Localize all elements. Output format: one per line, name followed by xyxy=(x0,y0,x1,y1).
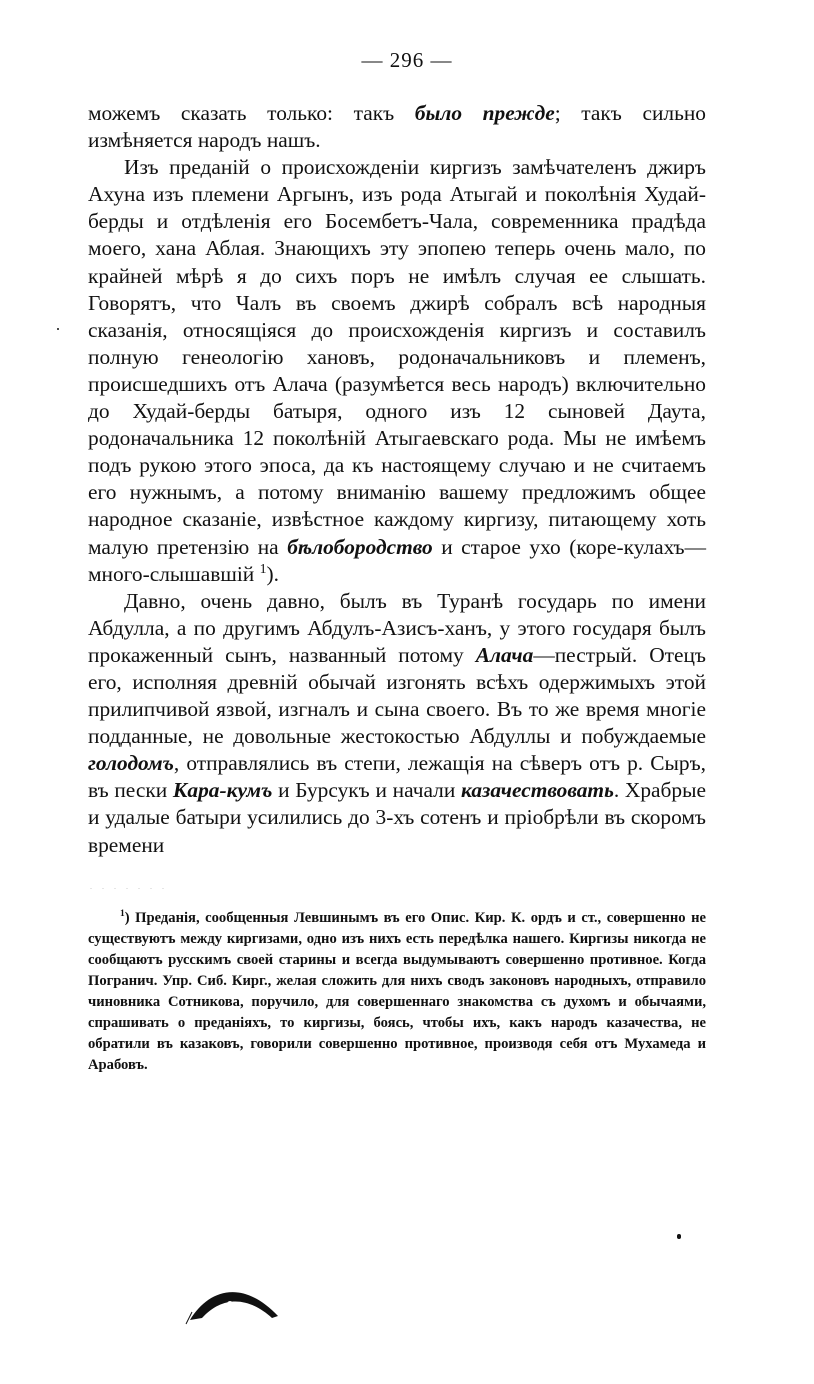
text-run: ). xyxy=(266,561,279,586)
footnote-text: ) Преданія, сообщенныя Левшинымъ въ его Опис. Кир. К. ордъ и ст., совершенно не существуютъ между киргизами, одно изъ нихъ есть передѣлка нашего. Киргизы никогда не сообщаютъ русскимъ своей старины и всегда выдумываютъ совершенно противное. Когда Погранич. Упр. Сиб. Кирг., желая сложить для нихъ сводъ законовъ народныхъ, отправило чиновника Сотникова, поручило, для совершеннаго знакомства съ духомъ и обычаями, спрашивать о преданіяхъ, то киргизы, боясь, чтобы ихъ, какъ народъ казачества, не обратили въ казаковъ, говорили совершенно противное, производя себя отъ Мухамеда и Арабовъ. xyxy=(88,910,706,1073)
ink-speck xyxy=(57,328,59,330)
paragraph xyxy=(88,588,706,859)
footnotes xyxy=(88,908,706,1076)
emphasis-text: Кара-кумъ xyxy=(172,778,273,803)
text-run: и Бурсукъ и начали xyxy=(272,778,462,803)
text-run: —пестрый. Отецъ его, исполняя древній обычай изгонять всѣхъ одержимыхъ этой прилипчивой язвой, изгналъ и сына своего. Въ то же время многіе подданные, не довольные жестокостью Абдуллы и побуждаемые xyxy=(88,642,706,749)
text-run: Изъ преданій о происхожденіи киргизъ замѣчателенъ джиръ Ахуна изъ племени Аргынъ, изъ рода Атыгай и поколѣнія Худай-берды и отдѣленія его Босембетъ-Чала, современника прадѣда моего, хана Аблая. Знающихъ эту эпопею теперь очень мало, по крайней мѣрѣ я до сихъ поръ не имѣлъ случая ее слышать. Говорятъ, что Чалъ въ своемъ джирѣ собралъ всѣ народныя сказанія, относящіяся до происхожденія киргизъ и составилъ полную генеологію хановъ, родоначальниковъ и племенъ, происшедшихъ отъ Алача (разумѣется весь народъ) включительно до Худай-берды батыря, одного изъ 12 сыновей Даута, родоначальника 12 поколѣній Атыгаевскаго рода. Мы не имѣемъ подъ рукою этого эпоса, да къ настоящему случаю и не считаемъ его нужнымъ, а потому вниманію вашему предложимъ общее народное сказаніе, извѣстное каждому киргизу, питающему хоть малую претензію на xyxy=(88,155,706,559)
text-run: ; такъ сильно измѣняется народъ нашъ. xyxy=(88,101,706,153)
text-run: можемъ сказать только: такъ xyxy=(88,101,415,125)
footnote-separator xyxy=(90,888,170,889)
paragraph xyxy=(88,154,706,588)
emphasis-text: было прежде xyxy=(414,101,555,125)
main-text xyxy=(88,100,706,859)
footnote-ref: 1 xyxy=(259,561,267,577)
footnote-marker: 1 xyxy=(120,909,125,920)
emphasis-text: бѣлобородство xyxy=(287,534,433,559)
library-stamp-mark xyxy=(180,1268,290,1328)
text-run: и старое ухо (коре-кулахъ—много-слышавшій xyxy=(88,534,706,586)
emphasis-text: Алача xyxy=(475,642,534,667)
text-run: , отправлялись въ степи, лежащія на сѣверъ отъ р. Сыръ, въ пески xyxy=(88,751,706,803)
footnote-1 xyxy=(88,908,706,1076)
paragraph xyxy=(88,100,706,154)
ink-speck xyxy=(677,1234,681,1239)
text-run: . Храбрые и удалые батыри усилились до 3-хъ сотенъ и пріобрѣли въ скоромъ времени xyxy=(88,778,706,857)
page-number: — 296 — xyxy=(361,48,453,72)
emphasis-text: голодомъ xyxy=(88,751,174,776)
emphasis-text: казачествовать xyxy=(461,778,614,803)
text-run: Давно, очень давно, былъ въ Туранѣ государь по имени Абдулла, а по другимъ Абдулъ-Азисъ-ханъ, у этого государя былъ прокаженный сынъ, названный потому xyxy=(88,588,706,667)
